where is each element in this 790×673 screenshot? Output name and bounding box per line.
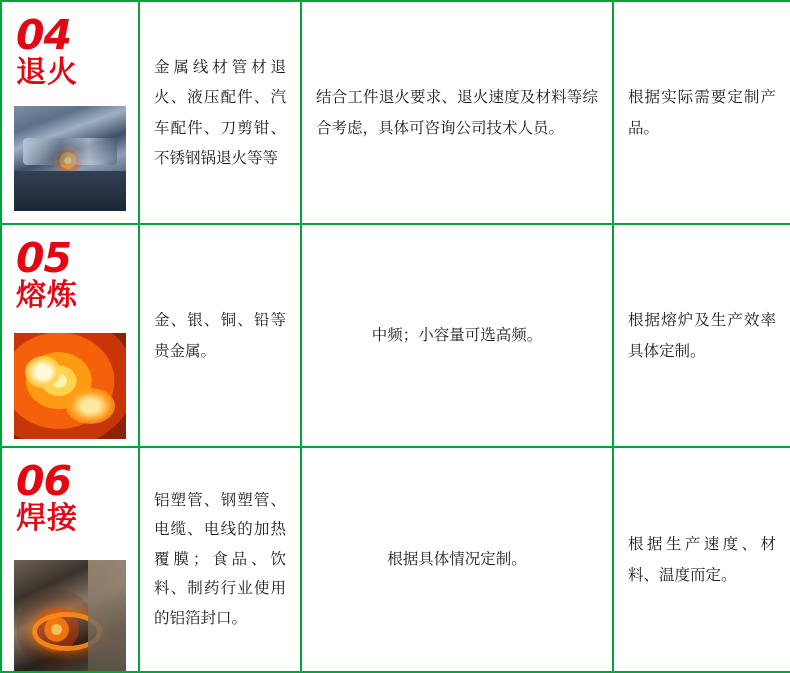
row-number: 05 [16,234,72,282]
frequency-text: 中频；小容量可选高频。 [371,326,543,345]
row-title: 熔炼 [16,277,78,313]
application-cell-annealing [139,1,301,224]
application-cell-welding [139,447,301,672]
row-label-cell-welding [1,447,139,672]
application-text: 金属线材管材退火、液压配件、汽车配件、刀剪钳、不锈钢锅退火等等 [154,58,286,167]
row-label-cell-melting [1,224,139,447]
power-cell-welding [613,447,790,672]
row-title: 退火 [16,54,78,90]
frequency-cell-welding [301,447,613,672]
table-row [1,447,790,672]
row-label-cell-annealing [1,1,139,224]
power-text: 根据实际需要定制产品。 [628,88,776,137]
table-row [1,1,790,224]
power-text: 根据熔炉及生产效率具体定制。 [628,311,776,360]
frequency-cell-melting [301,224,613,447]
annealing-process-photo [14,106,126,211]
row-number: 06 [16,457,72,505]
induction-welding-coil-photo [14,560,126,672]
power-cell-annealing [613,1,790,224]
application-cell-melting [139,224,301,447]
frequency-text: 根据具体情况定制。 [387,550,527,569]
application-text: 铝塑管、钢塑管、电缆、电线的加热覆膜；食品、饮料、制药行业使用的铝箔封口。 [154,490,286,627]
row-title: 焊接 [16,500,78,536]
frequency-text: 结合工件退火要求、退火速度及材料等综合考虑，具体可咨询公司技术人员。 [316,88,598,137]
metal-melting-furnace-photo [14,333,126,439]
table-row [1,224,790,447]
application-text: 金、银、铜、铅等贵金属。 [154,311,286,360]
power-text: 根据生产速度、材料、温度而定。 [628,535,776,584]
frequency-cell-annealing [301,1,613,224]
power-cell-melting [613,224,790,447]
row-number: 04 [16,11,72,59]
